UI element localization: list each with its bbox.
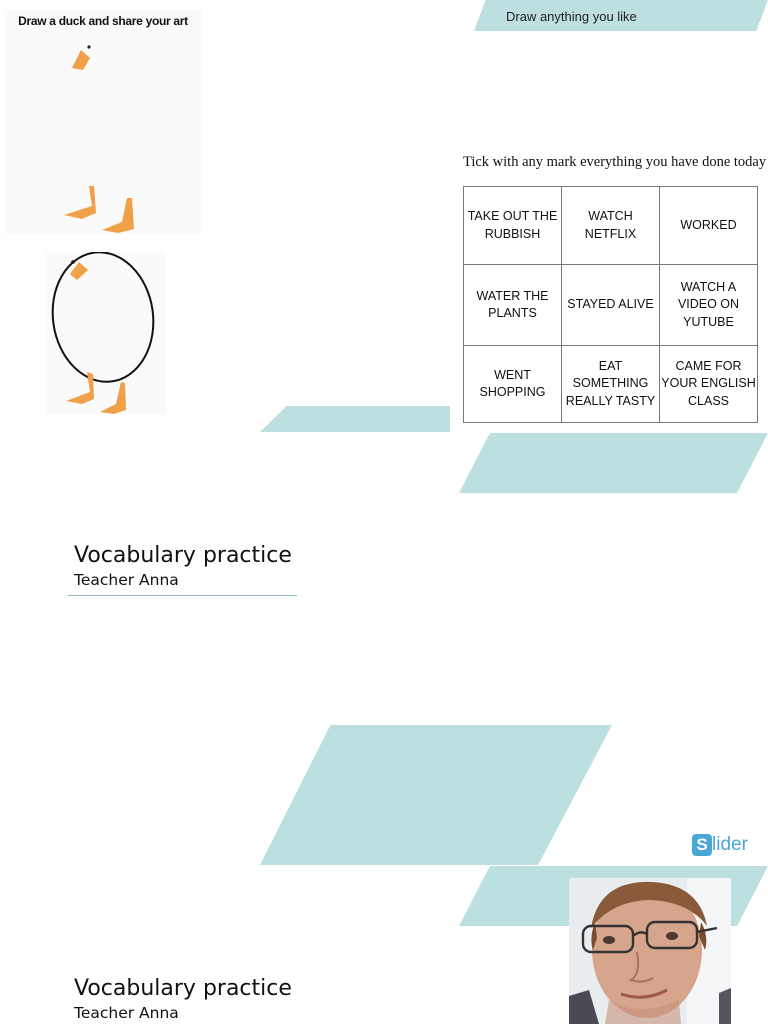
grid-cell[interactable]: WATER THE PLANTS [464, 265, 562, 346]
grid-cell[interactable]: WORKED [660, 187, 758, 265]
slide-subtitle: Teacher Anna [74, 1004, 179, 1022]
logo-mark: S [692, 834, 712, 856]
slide-title: Vocabulary practice [74, 976, 292, 1001]
round-duck-image [46, 252, 166, 414]
grid-row [464, 265, 758, 346]
decor-shape-1 [260, 406, 450, 432]
grid-cell[interactable]: WENT SHOPPING [464, 346, 562, 423]
slider-logo [692, 834, 748, 856]
grid-cell[interactable]: WATCH NETFLIX [562, 187, 660, 265]
grid-cell[interactable]: CAME FOR YOUR ENGLISH CLASS [660, 346, 758, 423]
grid-cell[interactable]: STAYED ALIVE [562, 265, 660, 346]
title-underline [68, 595, 297, 596]
grid-cell[interactable]: EAT SOMETHING REALLY TASTY [562, 346, 660, 423]
slide-subtitle: Teacher Anna [74, 571, 179, 589]
duck-panel-title: Draw a duck and share your art [18, 14, 188, 28]
decor-shape-2 [459, 433, 768, 493]
activity-grid [463, 186, 758, 423]
duck-drawing-panel [4, 10, 202, 234]
slide-title: Vocabulary practice [74, 543, 292, 568]
grid-row [464, 187, 758, 265]
grid-cell[interactable]: TAKE OUT THE RUBBISH [464, 187, 562, 265]
banner-text: Draw anything you like [506, 9, 637, 24]
grid-cell[interactable]: WATCH A VIDEO ON YUTUBE [660, 265, 758, 346]
logo-text: lider [712, 834, 748, 855]
grid-row [464, 346, 758, 423]
decor-shape-3 [260, 725, 612, 865]
tick-heading: Tick with any mark everything you have done today [463, 154, 767, 170]
duck-outline-image [4, 10, 202, 234]
portrait-photo [569, 878, 731, 1024]
